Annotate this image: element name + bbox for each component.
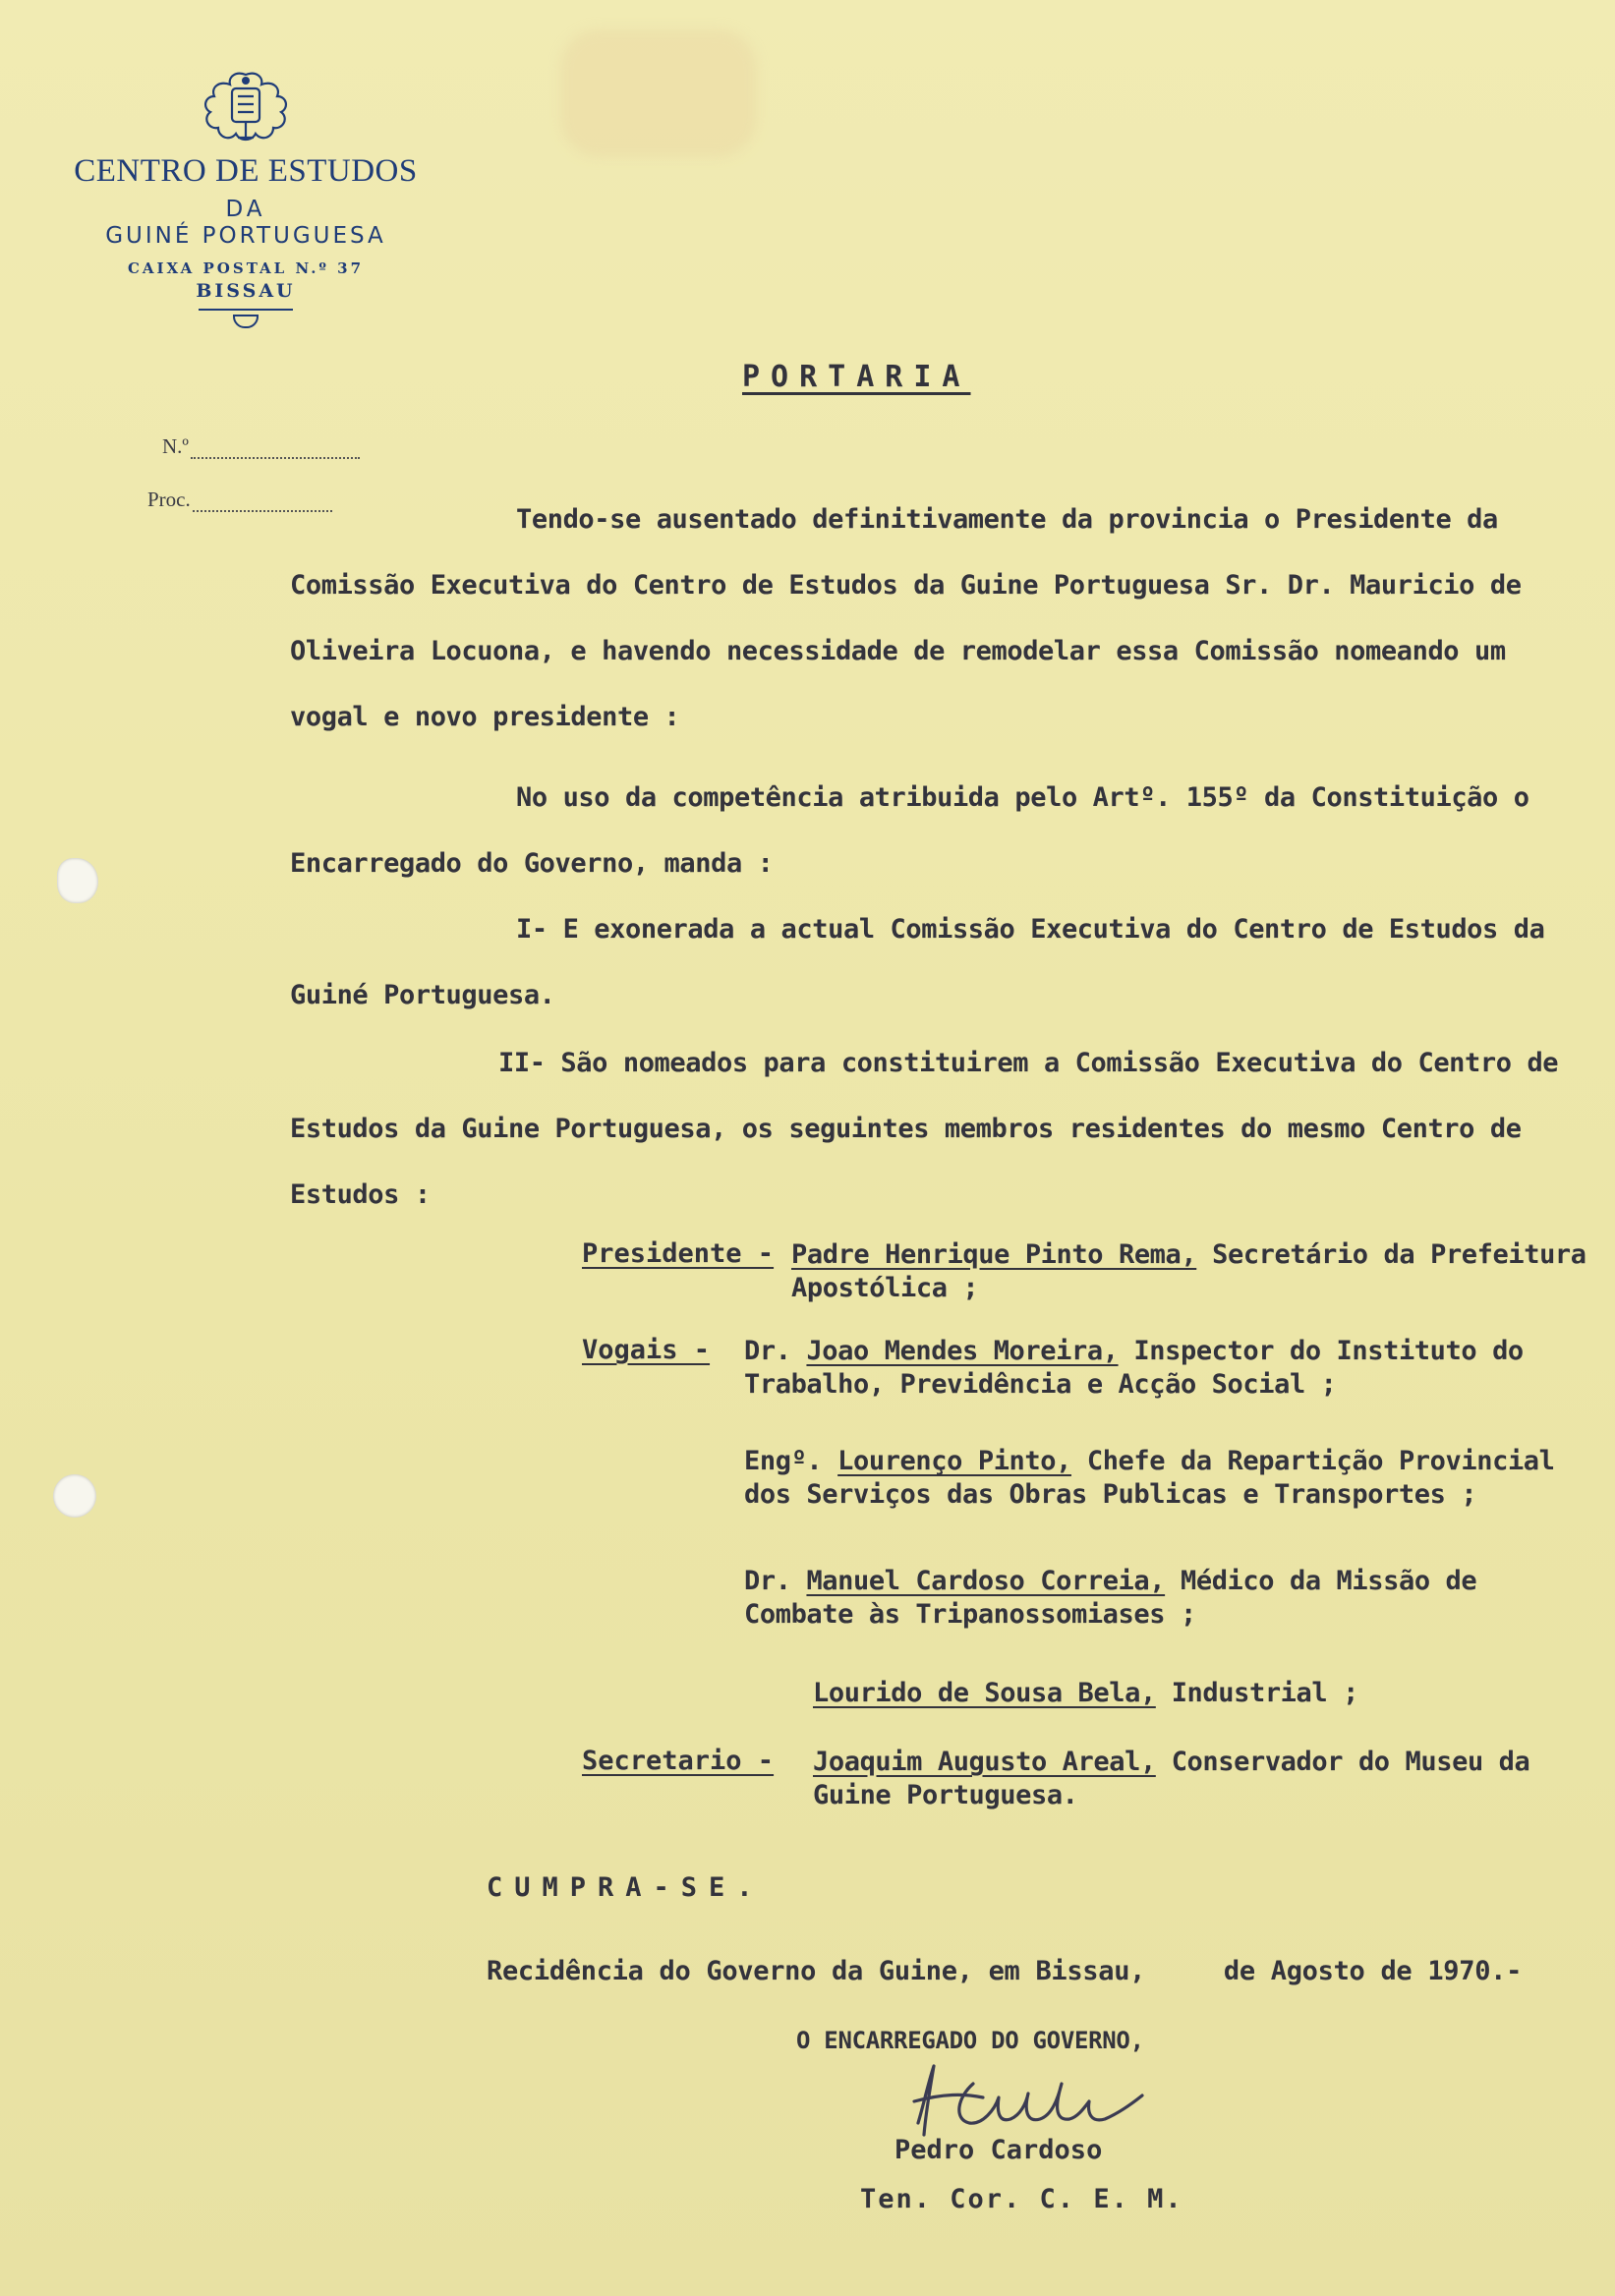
president-name: Padre Henrique Pinto Rema, (791, 1239, 1197, 1270)
paragraph-article-1-text: I- E exonerada a actual Comissão Executiva do Centro de Estudos da Guiné Portuguesa. (290, 914, 1545, 1010)
member-vogal-1 (744, 1335, 1580, 1402)
vogais-role: Vogais - (582, 1335, 711, 1365)
letterhead-po-box: CAIXA POSTAL N.º 37 (127, 259, 365, 277)
signer-name: Pedro Cardoso (894, 2135, 1103, 2165)
letterhead (59, 69, 433, 328)
paragraph-preamble-text: Tendo-se ausentado definitivamente da provincia o Presidente da Comissão Executiva do Centro de Estudos da Guine Portuguesa Sr. Dr. Mauricio de Oliveira Locuona, e havendo necessidade de remodelar essa Comissão nomeando um vogal e novo presidente : (290, 504, 1522, 732)
member-vogal-3 (744, 1565, 1589, 1632)
handwritten-signature (904, 2054, 1150, 2143)
vogal-1-desc: Inspector do Instituto do Trabalho, Previdência e Acção Social ; (744, 1336, 1524, 1400)
letterhead-subtitle: GUINÉ PORTUGUESA (105, 223, 386, 249)
vogal-2-desc: Chefe da Repartição Provincial dos Serviços das Obras Publicas e Transportes ; (744, 1446, 1555, 1510)
punch-hole-top (57, 858, 98, 903)
signer-rank: Ten. Cor. C. E. M. (860, 2184, 1183, 2214)
vogal-2-title: Engº. (744, 1446, 823, 1476)
secretary-name: Joaquim Augusto Areal, (813, 1747, 1156, 1777)
vogal-4-desc: Industrial ; (1171, 1678, 1358, 1708)
vogal-2-name: Lourenço Pinto, (837, 1446, 1071, 1476)
vogal-1-title: Dr. (744, 1336, 791, 1366)
member-president (791, 1238, 1607, 1305)
letterhead-title: CENTRO DE ESTUDOS (74, 153, 418, 189)
paragraph-article-1 (290, 896, 1578, 1028)
secretary-role: Secretario - (582, 1746, 775, 1776)
number-dotted-line (191, 439, 360, 459)
encarregado-heading: O ENCARREGADO DO GOVERNO, (796, 2027, 1144, 2054)
proc-label: Proc. (147, 488, 191, 511)
paragraph-preamble (290, 487, 1578, 750)
vogal-3-name: Manuel Cardoso Correia, (806, 1566, 1166, 1596)
number-field (162, 434, 360, 459)
president-role: Presidente - (582, 1238, 775, 1269)
place-date-line: Recidência do Governo da Guine, em Bissau, de Agosto de 1970.- (487, 1956, 1523, 1986)
member-vogal-4 (813, 1677, 1501, 1710)
paper-stain (560, 29, 757, 157)
letterhead-ornament-icon (233, 315, 259, 328)
president-desc: Secretário da Prefeitura Apostólica ; (791, 1239, 1586, 1303)
document-title: PORTARIA (742, 360, 971, 394)
number-label: N.º (162, 434, 189, 458)
cumpra-se: CUMPRA-SE. (487, 1872, 765, 1903)
paragraph-competence (290, 765, 1578, 896)
paragraph-article-2-text: II- São nomeados para constituirem a Comissão Executiva do Centro de Estudos da Guine Portuguesa, os seguintes membros residentes do mesmo Centro de Estudos : (290, 1048, 1559, 1210)
member-vogal-2 (744, 1445, 1599, 1512)
paragraph-competence-text: No uso da competência atribuida pelo Artº. 155º da Constituição o Encarregado do Governo, manda : (290, 782, 1529, 879)
member-secretary (813, 1746, 1599, 1812)
vogal-1-name: Joao Mendes Moreira, (806, 1336, 1119, 1366)
paragraph-article-2 (290, 1030, 1578, 1228)
vogal-3-title: Dr. (744, 1566, 791, 1596)
vogal-3-desc: Médico da Missão de Combate às Tripanossomiases ; (744, 1566, 1477, 1630)
vogal-4-name: Lourido de Sousa Bela, (813, 1678, 1156, 1708)
secretary-desc: Conservador do Museu da Guine Portuguesa. (813, 1747, 1530, 1810)
coat-of-arms-icon (197, 69, 295, 145)
punch-hole-bottom (53, 1474, 96, 1518)
letterhead-rule (199, 309, 293, 311)
letterhead-da: DA (225, 197, 266, 222)
letterhead-city: BISSAU (196, 280, 296, 302)
